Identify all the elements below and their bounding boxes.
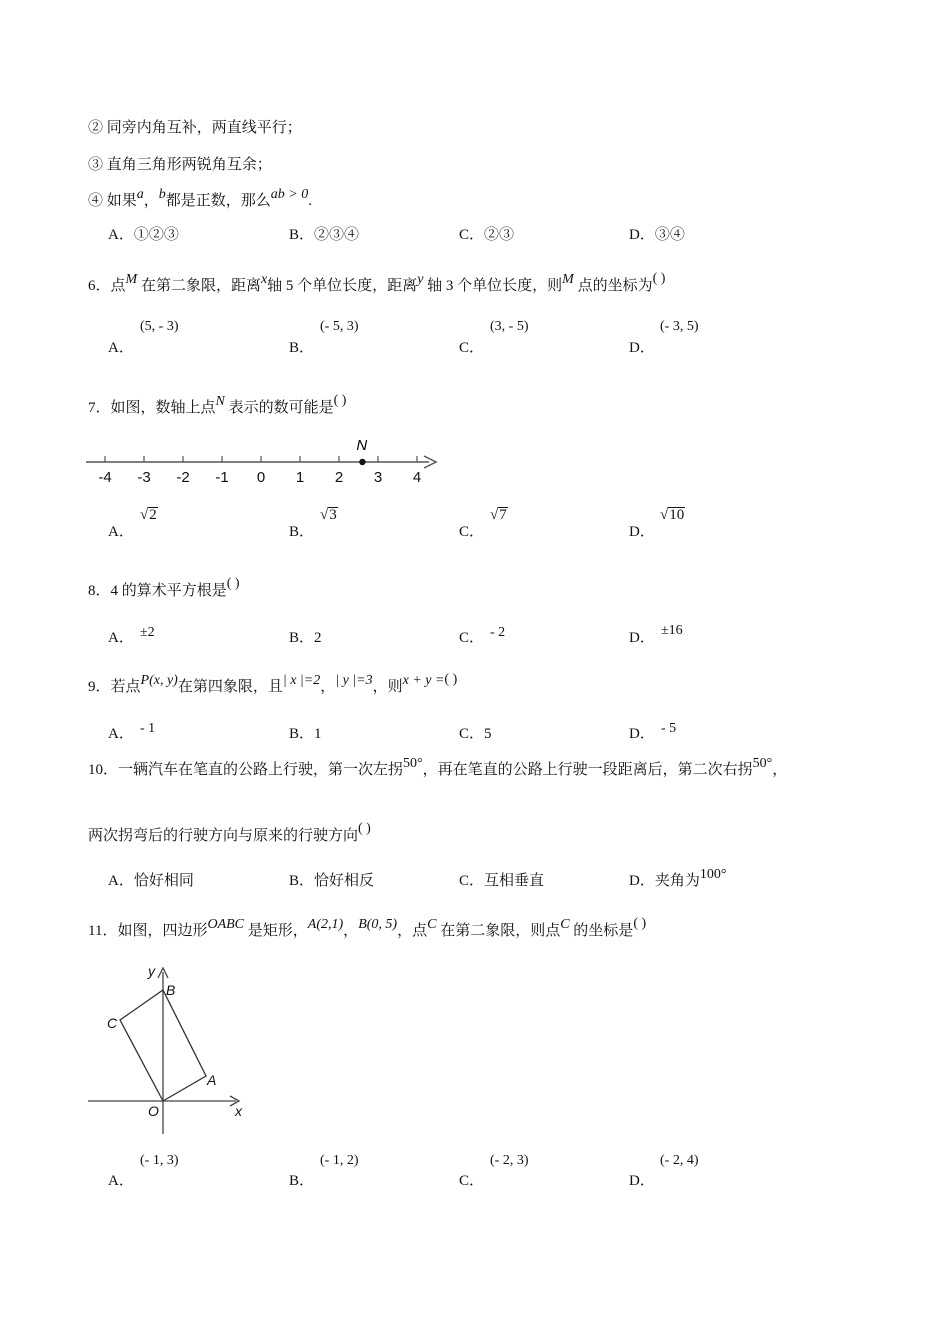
number-line-tick-label: 4 xyxy=(412,469,422,486)
q7-value-c: √7 xyxy=(490,507,507,523)
q11-value-c: (- 2, 3) xyxy=(490,1153,529,1168)
q6-value-d: (- 3, 5) xyxy=(660,319,699,334)
q11-option-c[interactable]: C． xyxy=(459,1173,485,1189)
q6-value-a: (5, - 3) xyxy=(140,319,179,334)
q8-value-a: ±2 xyxy=(140,625,155,640)
q8-option-b[interactable]: B．2 xyxy=(289,630,322,646)
q5-option-b[interactable]: B．②③④ xyxy=(289,227,360,243)
q6-option-a[interactable]: A． xyxy=(108,340,134,356)
number-line-point-label: N xyxy=(356,437,368,454)
fig-label-o: O xyxy=(148,1103,159,1119)
q7-value-a: √2 xyxy=(140,507,157,523)
q7-stem: 7．如图，数轴上点N 表示的数可能是( ) xyxy=(88,393,347,416)
q8-option-d[interactable]: D． xyxy=(629,630,655,646)
q8-stem: 8．4 的算术平方根是( ) xyxy=(88,576,240,599)
q6-option-d[interactable]: D． xyxy=(629,340,655,356)
q8-value-d: ±16 xyxy=(661,623,683,638)
q8-option-c[interactable]: C． xyxy=(459,630,485,646)
q11-value-a: (- 1, 3) xyxy=(140,1153,179,1168)
q7-option-c[interactable]: C． xyxy=(459,524,485,540)
q11-stem: 11．如图，四边形OABC 是矩形，A(2,1)，B(0, 5)，点C 在第二象限，则点C 的坐标是( ) xyxy=(88,916,647,939)
number-line-tick-label: 0 xyxy=(256,469,266,486)
number-line-ticks xyxy=(98,456,421,486)
q6-option-c[interactable]: C． xyxy=(459,340,485,356)
q9-stem: 9．若点P(x, y)在第四象限，且| x |=2，| y |=3，则x + y =( ) xyxy=(88,672,458,695)
q10-option-d[interactable]: D．夹角为100° xyxy=(629,867,727,889)
number-line-figure xyxy=(84,432,444,492)
q10-option-c[interactable]: C．互相垂直 xyxy=(459,873,545,889)
q7-value-b: √3 xyxy=(320,507,337,523)
q11-value-b: (- 1, 2) xyxy=(320,1153,359,1168)
fig-label-b: B xyxy=(166,982,176,998)
statement-2: ② 同旁内角互补，两直线平行； xyxy=(88,120,302,136)
fig-label-c: C xyxy=(107,1015,118,1031)
number-line-tick-label: -1 xyxy=(215,469,229,486)
q7-option-d[interactable]: D． xyxy=(629,524,655,540)
statement-3: ③ 直角三角形两锐角互余； xyxy=(88,157,272,173)
number-line-tick-label: 2 xyxy=(334,469,344,486)
q9-option-c[interactable]: C．5 xyxy=(459,726,492,742)
q11-option-a[interactable]: A． xyxy=(108,1173,134,1189)
q6-option-b[interactable]: B． xyxy=(289,340,315,356)
q7-option-a[interactable]: A． xyxy=(108,524,134,540)
number-line-tick-label: 1 xyxy=(295,469,305,486)
q5-option-c[interactable]: C．②③ xyxy=(459,227,515,243)
q10-stem-line1: 10．一辆汽车在笔直的公路上行驶，第一次左拐50°，再在笔直的公路上行驶一段距离后，第二次右拐50°， xyxy=(88,756,788,778)
q7-option-b[interactable]: B． xyxy=(289,524,315,540)
q10-option-a[interactable]: A．恰好相同 xyxy=(108,873,194,889)
q5-option-d[interactable]: D．③④ xyxy=(629,227,685,243)
q11-option-d[interactable]: D． xyxy=(629,1173,655,1189)
q5-option-a[interactable]: A．①②③ xyxy=(108,227,179,243)
q9-option-a[interactable]: A． xyxy=(108,726,134,742)
q10-option-b[interactable]: B．恰好相反 xyxy=(289,873,375,889)
statement-4: ④ 如果a，b都是正数，那么ab > 0. xyxy=(88,187,312,209)
q9-option-d[interactable]: D． xyxy=(629,726,655,742)
q9-value-a: - 1 xyxy=(140,721,156,736)
number-line-tick-label: -2 xyxy=(176,469,190,486)
q6-value-c: (3, - 5) xyxy=(490,319,529,334)
q6-value-b: (- 5, 3) xyxy=(320,319,359,334)
number-line-tick-label: 3 xyxy=(373,469,383,486)
q11-option-b[interactable]: B． xyxy=(289,1173,315,1189)
fig-label-y: y xyxy=(148,963,155,979)
q8-value-c: - 2 xyxy=(490,625,506,640)
q11-value-d: (- 2, 4) xyxy=(660,1153,699,1168)
q6-stem: 6．点M 在第二象限，距离x轴 5 个单位长度，距离y 轴 3 个单位长度，则M 点的坐标为( ) xyxy=(88,271,666,294)
q9-value-d: - 5 xyxy=(661,721,677,736)
number-line-point-n xyxy=(359,459,365,465)
q8-option-a[interactable]: A． xyxy=(108,630,134,646)
rectangle-figure xyxy=(86,962,256,1142)
number-line-tick-label: -4 xyxy=(98,469,112,486)
q9-option-b[interactable]: B．1 xyxy=(289,726,322,742)
q7-value-d: √10 xyxy=(660,507,685,523)
fig-label-x: x xyxy=(235,1103,242,1119)
number-line-tick-label: -3 xyxy=(137,469,151,486)
fig-label-a: A xyxy=(207,1072,217,1088)
q10-stem-line2: 两次拐弯后的行驶方向与原来的行驶方向( ) xyxy=(88,821,371,844)
